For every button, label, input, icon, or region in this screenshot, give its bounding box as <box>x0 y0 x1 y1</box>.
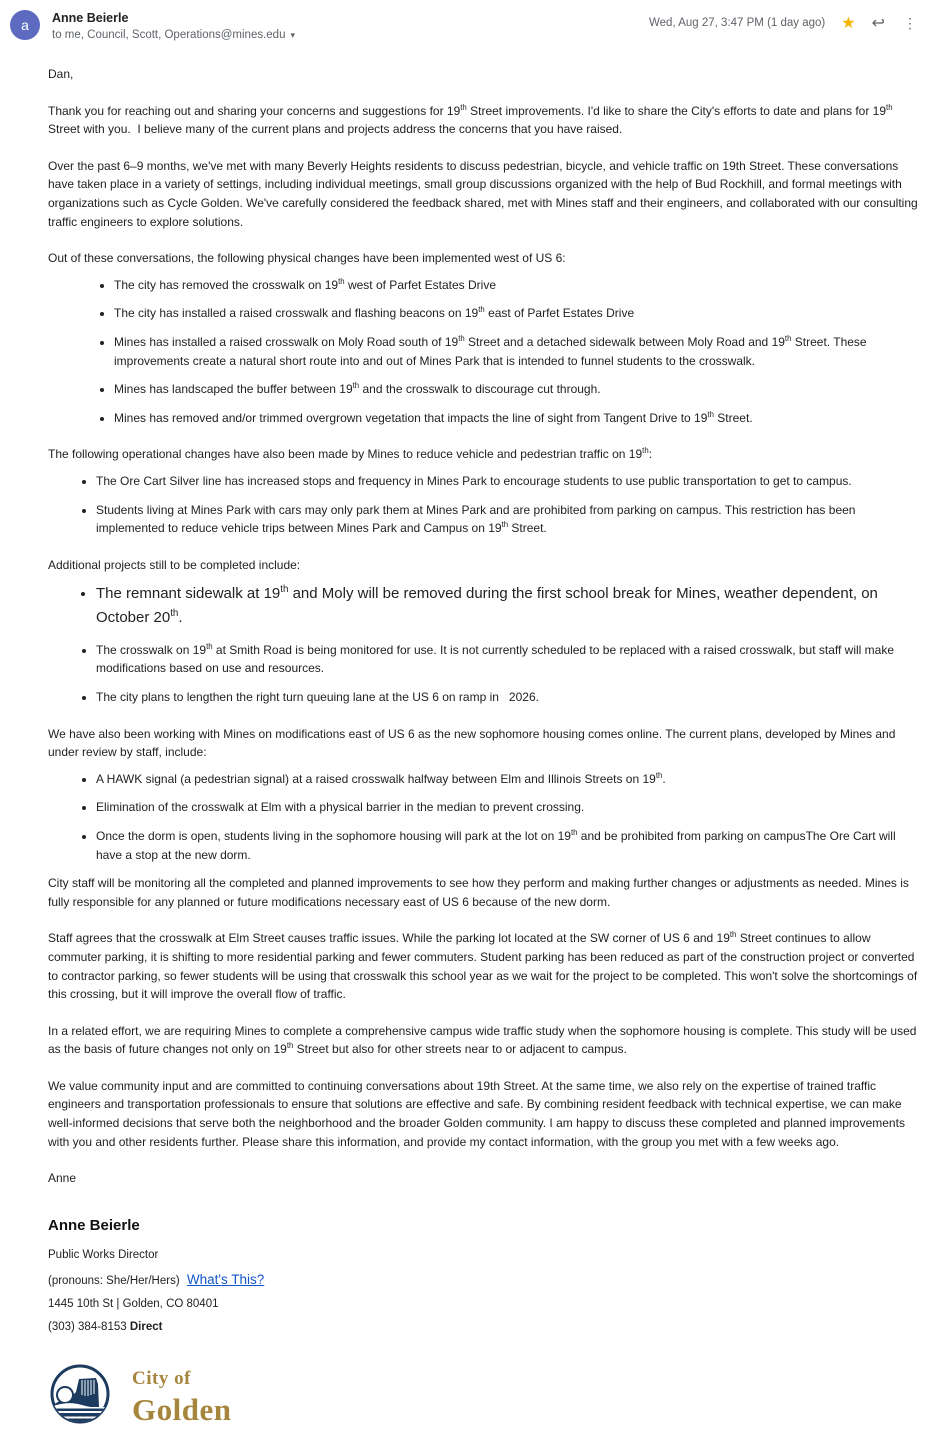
greeting: Dan, <box>48 67 74 81</box>
avatar-letter: a <box>21 17 29 33</box>
paragraph-monitoring: City staff will be monitoring all the completed and planned improvements to see how they perform and making further changes or adjustments as needed. Mines is fully responsible for any planned or future modifications necessary east of US 6 because of the new dorm. <box>48 876 913 909</box>
list-item: • Mines has landscaped the buffer between 19th and the crosswalk to discourage cut through. <box>114 380 923 399</box>
list-item: • The city has removed the crosswalk on 19th west of Parfet Estates Drive <box>114 276 923 295</box>
recipients-text: to me, Council, Scott, Operations@mines.edu <box>52 29 286 41</box>
additional-projects-intro: Additional projects still to be completed include: <box>48 557 301 572</box>
paragraph-community: We value community input and are committed to continuing conversations about 19th Street. At the same time, we also rely on the expertise of trained traffic engineers and transportation professionals to ensure that solutions are effective and safe. By combining resident feedback with technical expertise, we can make well-informed decisions that serve both the neighborhood and the broader Golden community. I am happy to discuss these completed and planned improvements with you and other residents further. Please share this information, and provide my contact information, with the group you met with a few weeks ago. <box>48 1078 909 1149</box>
list-item: • The city plans to lengthen the right turn queuing lane at the US 6 on ramp in 2026. <box>96 688 923 707</box>
east-of-us6-list <box>48 770 923 864</box>
signature-pronouns-line <box>48 1270 923 1291</box>
list-item: • The remnant sidewalk at 19th and Moly will be removed during the first school break for Mines, weather dependent, on October 20th. <box>96 582 923 629</box>
show-details-icon[interactable]: ▾ <box>290 29 296 40</box>
email-header <box>0 0 931 41</box>
operational-changes-intro: The following operational changes have also been made by Mines to reduce vehicle and pedestrian traffic on 19th: <box>48 446 653 462</box>
additional-projects-highlight <box>48 582 923 629</box>
sender-name[interactable]: Anne Beierle <box>52 11 129 25</box>
star-icon[interactable]: ★ <box>841 15 856 32</box>
email-body <box>0 41 931 1432</box>
signature-pronouns: (pronouns: She/Her/Hers) <box>48 1274 180 1287</box>
list-item: • The city has installed a raised crosswalk and flashing beacons on 19th east of Parfet Estates Drive <box>114 304 923 323</box>
signature-phone-line <box>48 1319 923 1337</box>
physical-changes-list <box>48 276 923 428</box>
operational-changes-list <box>48 472 923 538</box>
list-item: • The Ore Cart Silver line has increased stops and frequency in Mines Park to encourage students to use public transportation to get to campus. <box>96 472 923 491</box>
city-of-golden-wordmark <box>132 1364 232 1427</box>
whats-this-link[interactable]: What's This? <box>186 1271 265 1287</box>
physical-changes-intro: Out of these conversations, the following physical changes have been implemented west of US 6: <box>48 251 566 266</box>
more-options-icon[interactable]: ⋮ <box>903 14 917 31</box>
logo-golden-text: Golden <box>132 1391 232 1427</box>
signature-title: Public Works Director <box>48 1249 159 1262</box>
sender-block <box>52 8 649 41</box>
list-item: • Elimination of the crosswalk at Elm with a physical barrier in the median to prevent crossing. <box>96 798 923 817</box>
list-item: • Mines has removed and/or trimmed overgrown vegetation that impacts the line of sight from Tangent Drive to 19th Street. <box>114 409 923 428</box>
list-item: • Students living at Mines Park with cars may only park them at Mines Park and are prohibited from parking on campus. This restriction has been implemented to reduce vehicle trips between Mines Park and Campus on 19th Street. <box>96 501 923 538</box>
sender-avatar[interactable] <box>10 10 40 40</box>
city-of-golden-logo <box>48 1362 923 1432</box>
reply-icon[interactable]: ↩ <box>871 15 885 32</box>
additional-projects-list <box>48 641 923 707</box>
list-item: • A HAWK signal (a pedestrian signal) at a raised crosswalk halfway between Elm and Illinois Streets on 19th. <box>96 770 923 789</box>
east-of-us6-intro: We have also been working with Mines on modifications east of US 6 as the new sophomore housing comes online. The current plans, developed by Mines and under review by staff, include: <box>48 726 899 760</box>
recipients-line[interactable] <box>52 29 649 41</box>
signature-phone: (303) 384-8153 <box>48 1320 130 1333</box>
logo-city-of-text: City of <box>132 1368 191 1390</box>
paragraph-traffic-study: In a related effort, we are requiring Mines to complete a comprehensive campus wide traffic study when the sophomore housing is complete. This study will be used as the basis of future changes not only on 19th Street but also for other streets near to or adjacent to campus. <box>48 1023 920 1057</box>
signature-address: 1445 10th St | Golden, CO 80401 <box>48 1297 219 1310</box>
closing: Anne <box>48 1171 77 1186</box>
paragraph-months: Over the past 6–9 months, we've met with many Beverly Heights residents to discuss pedestrian, bicycle, and vehicle traffic on 19th Street. These conversations have taken place in a variety of settings, including individual meetings, small group discussions organized with the help of Bud Rockhill, and formal meetings with organizations such as Cycle Golden. We've carefully considered the feedback shared, met with Mines staff and their engineers, and collaborated with our consulting traffic engineers to explore solutions. <box>48 158 922 229</box>
paragraph-elm-street: Staff agrees that the crosswalk at Elm Street causes traffic issues. While the parking lot located at the SW corner of US 6 and 19th Street continues to allow commuter parking, it is shifting to more residential parking and fewer commuters. Student parking has been reduced as part of the construction project or converted to contractor parking, so fewer students will be using that crosswalk this school year as we wait for the project to be completed. This won't solve the shortcomings of this crossing, but it will improve the overall flow of traffic. <box>48 930 921 1002</box>
city-of-golden-emblem-icon <box>48 1362 112 1426</box>
header-actions <box>649 8 919 33</box>
list-item: • The crosswalk on 19th at Smith Road is being monitored for use. It is not currently scheduled to be replaced with a raised crosswalk, but staff will make modifications based on use and resources. <box>96 641 923 678</box>
signature-name: Anne Beierle <box>48 1216 140 1234</box>
signature-phone-label: Direct <box>129 1320 163 1333</box>
list-item: • Once the dorm is open, students living in the sophomore housing will park at the lot on 19th and be prohibited from parking on campusThe Ore Cart will have a stop at the new dorm. <box>96 827 923 864</box>
email-timestamp: Wed, Aug 27, 3:47 PM (1 day ago) <box>649 17 826 29</box>
list-item: • Mines has installed a raised crosswalk on Moly Road south of 19th Street and a detached sidewalk between Moly Road and 19th Street. These improvements create a natural short route into and out of Mines Park that is intended to funnel students to the crosswalk. <box>114 333 923 370</box>
paragraph-thanks: Thank you for reaching out and sharing your concerns and suggestions for 19th Street improvements. I'd like to share the City's efforts to date and plans for 19th Street with you. I believe many of the current plans and projects address the concerns that you have raised. <box>48 102 896 137</box>
